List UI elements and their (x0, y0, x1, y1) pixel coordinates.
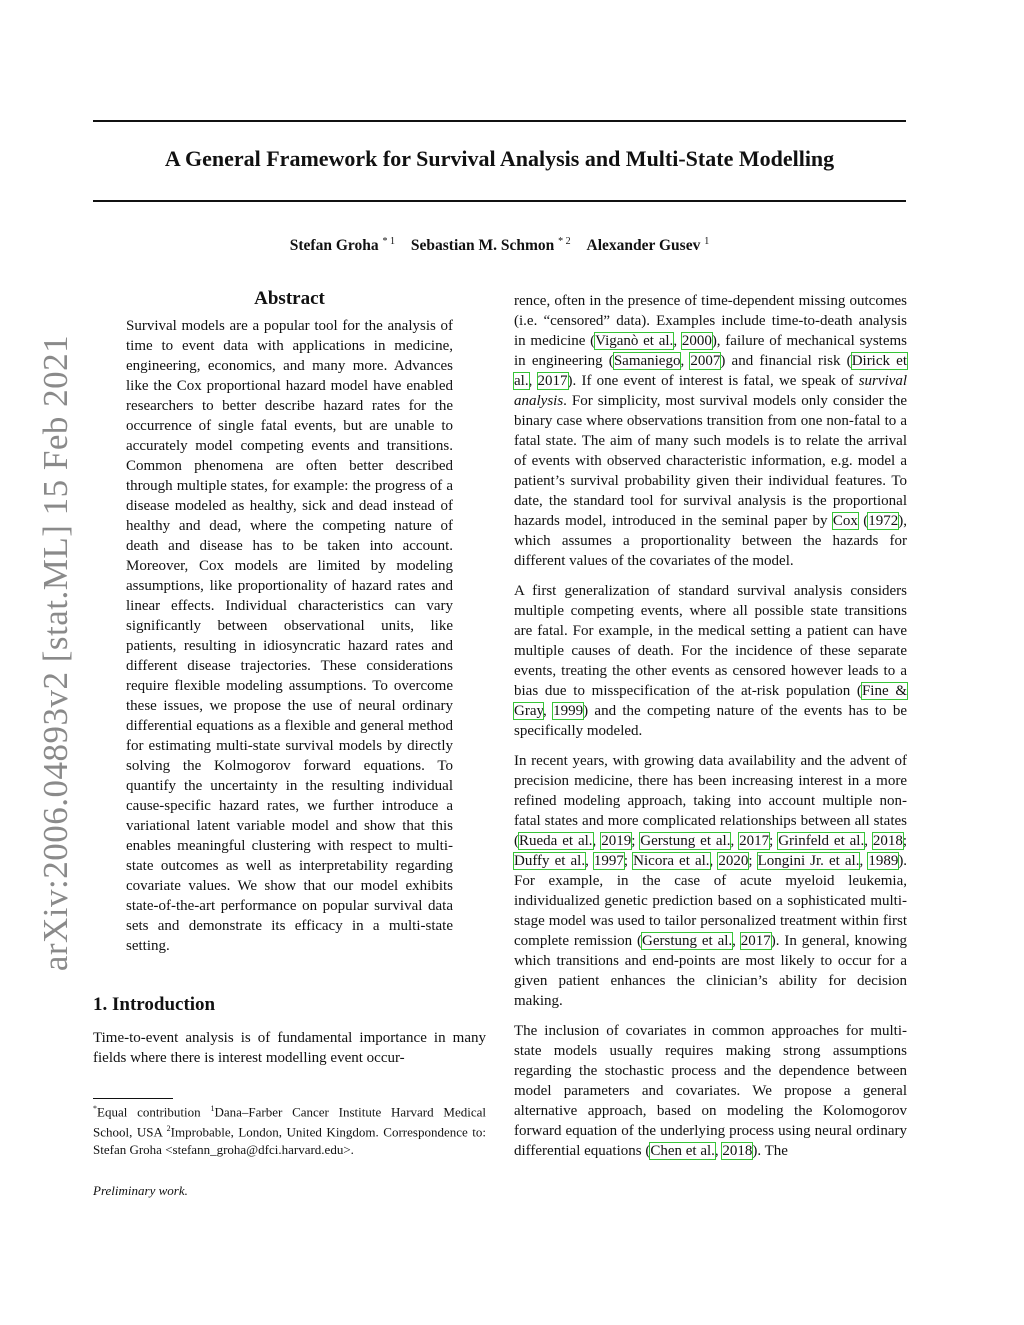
citation-link[interactable]: Samaniego (613, 353, 681, 369)
citation-link[interactable]: 2017 (740, 933, 771, 949)
paper-title: A General Framework for Survival Analysis and Multi-State Modelling (164, 146, 835, 171)
section-heading-introduction: 1. Introduction (93, 994, 216, 1015)
citation-link[interactable]: Nicora et al. (633, 853, 710, 869)
author: Stefan Groha $^{* 1}$ (289, 236, 395, 255)
citation-link[interactable]: 1997 (593, 853, 624, 869)
citation-link[interactable]: Duffy et al. (514, 853, 586, 869)
citation-link[interactable]: 2000 (681, 333, 712, 349)
citation-link[interactable]: 1972 (868, 513, 899, 529)
citation-link[interactable]: Viganò et al. (595, 333, 674, 349)
citation-link[interactable]: Chen et al. (650, 1143, 715, 1159)
intro-paragraph: In recent years, with growing data availability and the advent of precision medicine, there has been increasing interest in a more refined modeling approach, taking into account multiple non-fatal states and more complicated relationships between all states (Rueda et al., 2019; Gerstung et al., 2017; Grinfeld et al., 2018; Duffy et al., 1997; Nicora et al., 2020; Longini Jr. et al., 1989). For example, in the case of acute myeloid leukemia, individualized genetic prediction based on a sophisticated multi-stage model was used to tailor personalized treatment within first complete remission (Gerstung et al., 2017). In general, knowing which transitions and end-points are most likely to occur for a given patient enhances the clinician’s ability for decision making. (514, 753, 908, 1009)
footnote-rule (93, 1098, 173, 1099)
preliminary-note: Preliminary work. (93, 1183, 188, 1198)
arxiv-stamp: arXiv:2006.04893v2 [stat.ML] 15 Feb 2021 (36, 334, 75, 972)
citation-link[interactable]: 1989 (868, 853, 899, 869)
citation-link[interactable]: Dirick et al. (514, 353, 908, 389)
abstract-text: Survival models are a popular tool for the analysis of time to event data with applications in medicine, engineering, economics, and many more. Advances like the Cox proportional hazard model have enabled researchers to better describe hazard rates for the occurrence of single fatal events, but are unable to accurately model competing events and transitions. Common phenomena are often better described through multiple states, for example: the progress of a disease modeled as healthy, sick and dead instead of healthy and dead, where the competing nature of death and disease has to be taken into account. Moreover, Cox models are limited by modeling assumptions, like proportionality of hazard rates and linear effects. Individual characteristics can vary significantly between observational units, like patients, resulting in idiosyncratic hazard rates and different disease trajectories. These considerations require flexible modeling assumptions. To overcome these issues, we propose the use of neural ordinary differential equations as a flexible and general method for estimating multi-state survival models by directly solving the Kolmogorov forward equations. To quantify the uncertainty in the resulting individual cause-specific hazard rates, we further introduce a variational latent variable model and show that this enables meaningful clustering with respect to multi-state outcomes as well as interpretability regarding covariate values. We show that our model exhibits state-of-the-art performance on popular survival data sets and demonstrate its efficacy in a multi-state setting. (126, 318, 453, 954)
citation-link[interactable]: Longini Jr. et al. (757, 853, 860, 869)
title-bottom-rule (93, 200, 906, 202)
citation-link[interactable]: Gerstung et al. (640, 833, 731, 849)
intro-paragraph: The inclusion of covariates in common approaches for multi-state models usually requires making strong assumptions regarding the stochastic process and the dependence between model parameters and covariates. We propose a general alternative approach, based on modeling the Kolomogorov forward equation of the underlying process using neural ordinary differential equations (Chen et al., 2018). The (514, 1023, 907, 1159)
intro-paragraph: Time-to-event analysis is of fundamental importance in many fields where there is interest modelling event occur- (93, 1030, 486, 1066)
citation-link[interactable]: Rueda et al. (519, 833, 593, 849)
right-column (514, 291, 907, 1171)
citation-link[interactable]: 2007 (690, 353, 721, 369)
abstract-heading: Abstract (254, 288, 325, 309)
citation-link[interactable]: Fine & Gray (514, 683, 908, 719)
citation-link[interactable]: 2019 (601, 833, 632, 849)
author-list (93, 236, 906, 255)
citation-link[interactable]: 2017 (739, 833, 770, 849)
intro-paragraph: A first generalization of standard survival analysis considers multiple competing events, where all possible state transitions are fatal. For example, in the medical setting a patient can have multiple causes of death. For the incidence of these separate events, treating the other events as censored however leads to a bias due to misspecification of the at-risk population (Fine & Gray, 1999) and the competing nature of the events has to be specifically modeled. (514, 583, 908, 739)
citation-link[interactable]: 2018 (722, 1143, 753, 1159)
title-top-rule (93, 120, 906, 122)
citation-link[interactable]: Cox (832, 513, 858, 529)
citation-link[interactable]: 1999 (553, 703, 584, 719)
author: Sebastian M. Schmon $^{* 2}$ (410, 236, 571, 255)
citation-link[interactable]: 2020 (718, 853, 749, 869)
author: Alexander Gusev $^1$ (586, 236, 710, 255)
intro-paragraph: rence, often in the presence of time-dependent missing outcomes (i.e. “censored” data). Examples include time-to-death analysis in medicine (Viganò et al., 2000), failure of mechanical systems in engineering (Samaniego, 2007) and financial risk (Dirick et al., 2017). If one event of interest is fatal, we speak of survival analysis. For simplicity, most survival models only consider the binary case where observations transition from one non-fatal to a fatal state. The aim of many such models is to relate the arrival of events with observed characteristic information, e.g. model a patient’s survival probability given their individual features. To date, the standard tool for survival analysis is the proportional hazards model, introduced in the seminal paper by Cox (1972), which assumes a proportionality between the hazards for different values of the covariates of the model. (514, 293, 908, 569)
citation-link[interactable]: 2017 (537, 373, 568, 389)
left-column (93, 288, 486, 1078)
footnote: *Equal contribution $^1$Dana–Farber Cancer Institute Harvard Medical School, USA $^2$Improbable, London, United Kingdom. Correspondence to: Stefan Groha <stefann_groha@dfci.harvard.edu>. (93, 1104, 487, 1157)
citation-link[interactable]: Gerstung et al. (642, 933, 733, 949)
citation-link[interactable]: 2018 (872, 833, 903, 849)
citation-link[interactable]: Grinfeld et al. (778, 833, 865, 849)
